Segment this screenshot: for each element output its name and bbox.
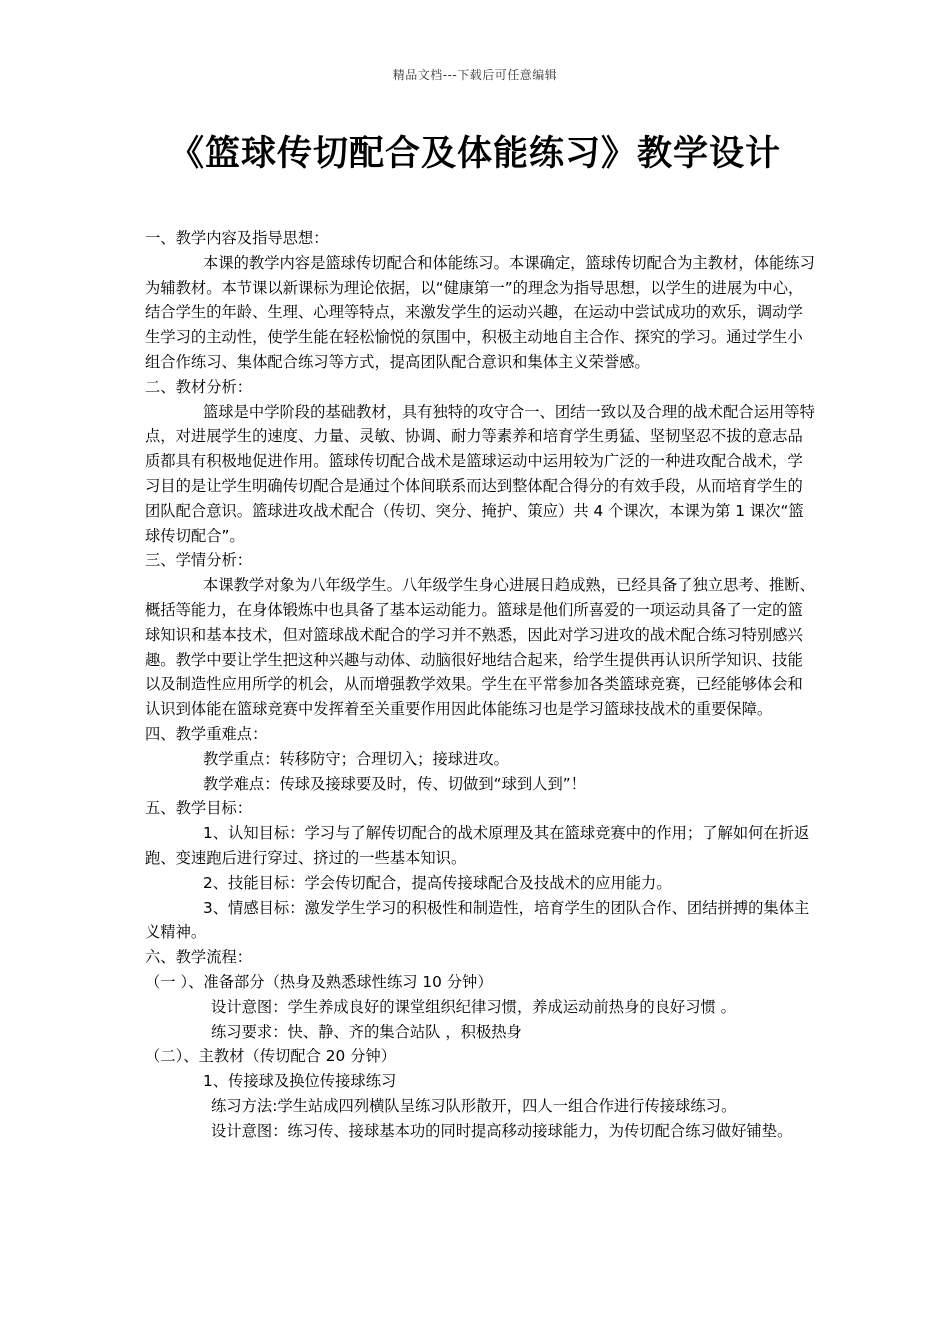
section-heading-1: 一、教学内容及指导思想： bbox=[145, 229, 329, 247]
goal-item: 2、技能目标：学会传切配合，提高传接球配合及技战术的应用能力。 bbox=[203, 873, 672, 892]
part-heading: （二）、主教材（传切配合 20 分钟） bbox=[145, 1047, 396, 1066]
section-heading-4: 四、教学重难点： bbox=[145, 724, 268, 743]
section-heading-6: 六、教学流程： bbox=[145, 948, 253, 967]
goal-item: 3、情感目标：激发学生学习的积极性和制造性，培育学生的团队合作、团结拼搏的集体主义精神。 bbox=[145, 898, 810, 942]
design-intent: 设计意图：学生养成良好的课堂组织纪律习惯，养成运动前热身的良好习惯 。 bbox=[211, 997, 736, 1016]
header-note: 精品文档---下载后可任意编辑 bbox=[392, 68, 558, 82]
document-title: 《篮球传切配合及体能练习》教学设计 bbox=[168, 134, 781, 174]
design-intent: 设计意图：练习传、接球基本功的同时提高移动接球能力，为传切配合练习做好铺垫。 bbox=[211, 1121, 793, 1140]
paragraph: 篮球是中学阶段的基础教材，具有独特的攻守合一、团结一致以及合理的战术配合运用等特点，对进展学生的速度、力量、灵敏、协调、耐力等素养和培育学生勇猛、坚韧坚忍不拔的意志品质都具有积极地促进作用。篮球传切配合战术是篮球运动中运用较为广泛的一种进攻配合战术，学习目的是让学生明确传切配合是通过个体间联系而达到整体配合得分的有效手段，从而培育学生的团队配合意识。篮球进攻战术配合（传切、突分、掩护、策应）共 4 个课次，本课为第 1 课次“篮球传切配合”。 bbox=[145, 402, 815, 545]
key-point: 教学重点：转移防守；合理切入；接球进攻。 bbox=[203, 749, 509, 768]
practice-requirement: 练习要求：快、静、齐的集合站队 ，积极热身 bbox=[211, 1022, 522, 1041]
goal-item: 1、认知目标：学习与了解传切配合的战术原理及其在篮球竞赛中的作用；了解如何在折返跑、变速跑后进行穿过、挤过的一些基本知识。 bbox=[145, 824, 810, 867]
difficult-point: 教学难点：传球及接球要及时，传、切做到“球到人到”！ bbox=[203, 774, 586, 793]
paragraph: 本课教学对象为八年级学生。八年级学生身心进展日趋成熟，已经具备了独立思考、推断、概括等能力，在身体锻炼中也具备了基本运动能力。篮球是他们所喜爱的一项运动具备了一定的篮球知识和基本技术，但对篮球战术配合的学习并不熟悉，因此对学习进攻的战术配合练习特别感兴趣。教学中要让学生把这种兴趣与动体、动脑很好地结合起来，给学生提供再认识所学知识、技能以及制造性应用所学的机会，从而增强教学效果。学生在平常参加各类篮球竞赛，已经能够体会和认识到体能在篮球竞赛中发挥着至关重要作用因此体能练习也是学习篮球技战术的重要保障。 bbox=[145, 576, 815, 719]
practice-method: 练习方法:学生站成四列横队呈练习队形散开，四人一组合作进行传接球练习。 bbox=[211, 1096, 737, 1115]
paragraph: 本课的教学内容是篮球传切配合和体能练习。本课确定，篮球传切配合为主教材，体能练习为辅教材。本节课以新课标为理论依据，以“健康第一”的理念为指导思想，以学生的进展为中心，结合学生的年龄、生理、心理等特点，来激发学生的运动兴趣，在运动中尝试成功的欢乐，调动学生学习的主动性，使学生能在轻松愉悦的氛围中，积极主动地自主合作、探究的学习。通过学生小组合作练习、集体配合练习等方式，提高团队配合意识和集体主义荣誉感。 bbox=[145, 253, 815, 371]
section-heading-5: 五、教学目标： bbox=[145, 799, 253, 818]
list-item: 1、传接球及换位传接球练习 bbox=[203, 1072, 397, 1091]
part-heading: （一 ）、准备部分（热身及熟悉球性练习 10 分钟） bbox=[145, 972, 493, 991]
section-heading-3: 三、学情分析： bbox=[145, 551, 253, 570]
section-heading-2: 二、教材分析： bbox=[145, 377, 253, 396]
document-body bbox=[145, 226, 815, 1143]
